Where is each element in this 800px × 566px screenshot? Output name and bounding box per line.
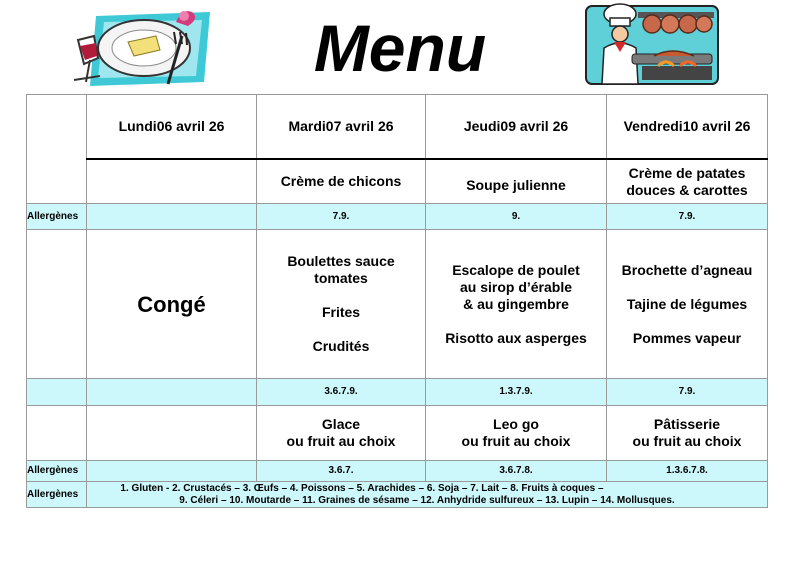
main-dish-cell: Escalope de poulet au sirop d’érable & au gingembre Risotto aux asperges [445, 261, 587, 346]
allergen-label: Allergènes [27, 465, 79, 476]
soup-cell: Soupe julienne [466, 177, 566, 193]
allergen-codes: 1.3.6.7.8. [666, 465, 708, 476]
allergen-label: Allergènes [27, 210, 79, 222]
allergen-legend-line: 9. Céleri – 10. Moutarde – 11. Graines de sésame – 12. Anhydride sulfureux – 13. Lupin – 14. Mollusques. [179, 495, 675, 506]
day-date: 06 avril 26 [156, 118, 225, 134]
day-header [87, 94, 256, 159]
page-title: Menu [313, 11, 487, 85]
allergen-codes: 7.9. [678, 210, 696, 222]
day-header [257, 94, 425, 159]
day-name: Lundi [118, 118, 157, 134]
allergen-codes: 3.6.7.9. [324, 386, 358, 397]
day-date: 09 avril 26 [500, 118, 569, 134]
allergen-codes: 3.6.7.8. [499, 465, 533, 476]
allergen-codes: 1.3.7.9. [499, 386, 533, 397]
main-dish-cell: Brochette d’agneau Tajine de légumes Pommes vapeur [621, 261, 753, 346]
allergen-label: Allergènes [27, 489, 79, 500]
allergen-codes: 9. [511, 210, 521, 222]
dessert-cell: Leo go ou fruit au choix [461, 416, 571, 449]
day-date: 07 avril 26 [325, 118, 394, 134]
holiday-text: Congé [137, 291, 206, 317]
allergen-codes: 3.6.7. [328, 465, 354, 476]
dessert-cell: Glace ou fruit au choix [286, 416, 396, 449]
day-name: Mardi [288, 118, 326, 134]
dessert-cell: Pâtisserie ou fruit au choix [632, 416, 742, 449]
day-name: Vendredi [623, 118, 683, 134]
allergen-codes: 7.9. [332, 210, 350, 222]
day-header [426, 94, 606, 159]
chef-icon [582, 2, 722, 88]
soup-cell: Crème de patates douces & carottes [626, 164, 748, 198]
day-header [607, 94, 767, 159]
menu-table [26, 94, 768, 508]
main-dish-cell: Boulettes sauce tomates Frites Crudités [287, 253, 395, 354]
soup-cell: Crème de chicons [280, 173, 402, 189]
day-name: Jeudi [463, 118, 501, 134]
allergen-legend [87, 482, 767, 508]
day-date: 10 avril 26 [682, 118, 751, 134]
allergen-codes: 7.9. [678, 386, 696, 397]
allergen-legend-line: 1. Gluten - 2. Crustacés – 3. Œufs – 4. Poissons – 5. Arachides – 6. Soja – 7. Lait – 8. Fruits à coques – [120, 483, 604, 494]
dinner-plate-icon [64, 2, 216, 90]
